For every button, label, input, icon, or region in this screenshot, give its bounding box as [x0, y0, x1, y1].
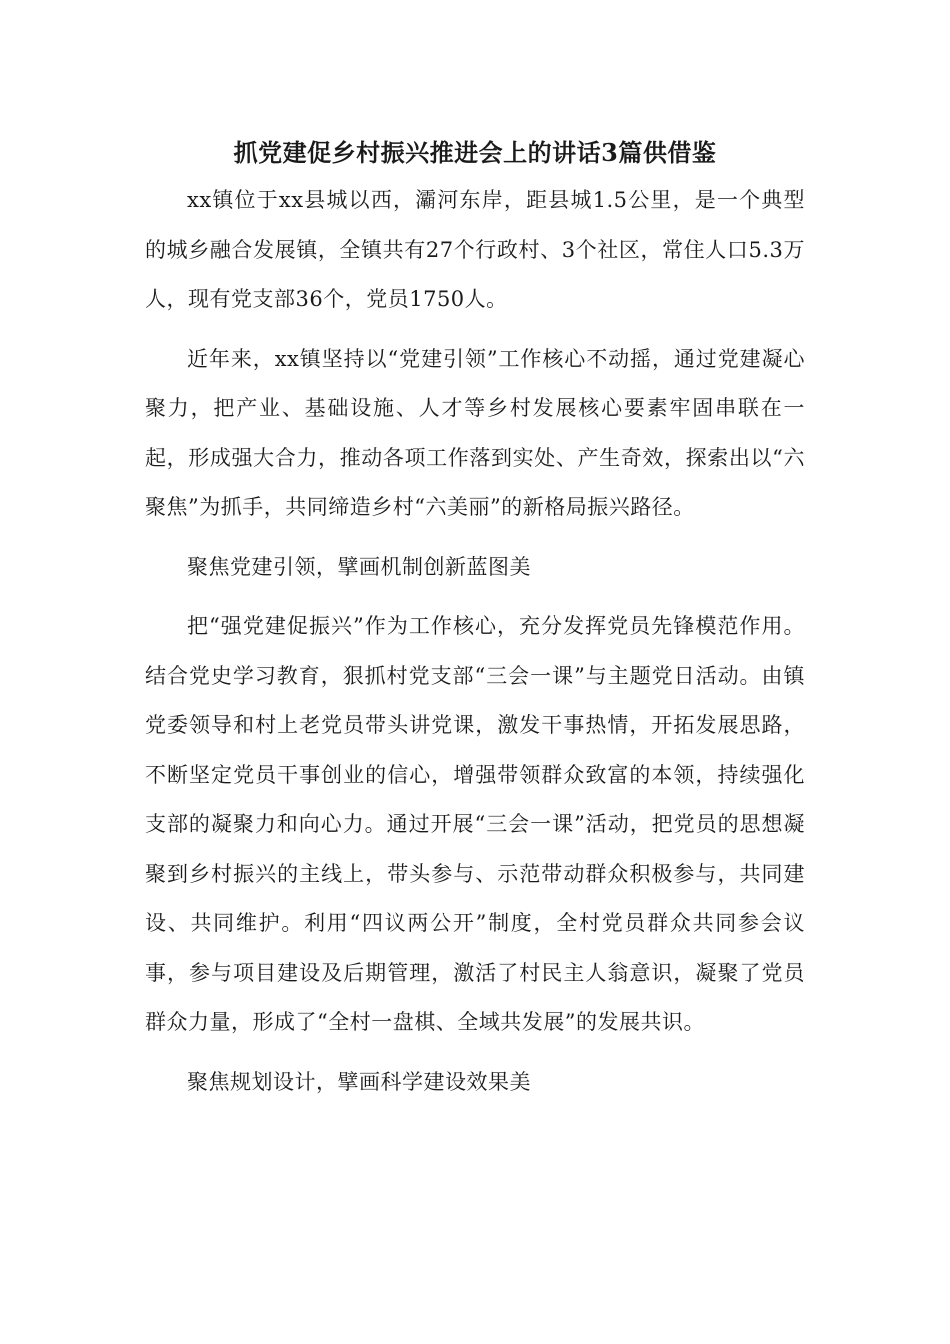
paragraph-intro: xx镇位于xx县城以西，灞河东岸，距县城1.5公里，是一个典型的城乡融合发展镇，全镇共有27个行政村、3个社区，常住人口5.3万人，现有党支部36个，党员1750人。 [145, 188, 805, 311]
document-title: 抓党建促乡村振兴推进会上的讲话3篇供借鉴 [233, 138, 717, 167]
section-heading-planning: 聚焦规划设计，擘画科学建设效果美 [187, 1069, 531, 1094]
section-heading-party-building: 聚焦党建引领，擘画机制创新蓝图美 [187, 554, 531, 579]
document-body [145, 176, 805, 1117]
paragraph-overview: 近年来，xx镇坚持以“党建引领”工作核心不动摇，通过党建凝心聚力，把产业、基础设施、人才等乡村发展核心要素牢固串联在一起，形成强大合力，推动各项工作落到实处、产生奇效，探索出以“六聚焦”为抓手，共同缔造乡村“六美丽”的新格局振兴路径。 [145, 346, 805, 519]
paragraph-party-building: 把“强党建促振兴”作为工作核心，充分发挥党员先锋模范作用。结合党史学习教育，狠抓村党支部“三会一课”与主题党日活动。由镇党委领导和村上老党员带头讲党课，激发干事热情，开拓发展思路，不断坚定党员干事创业的信心，增强带领群众致富的本领，持续强化支部的凝聚力和向心力。通过开展“三会一课”活动，把党员的思想凝聚到乡村振兴的主线上，带头参与、示范带动群众积极参与，共同建设、共同维护。利用“四议两公开”制度，全村党员群众共同参会议事，参与项目建设及后期管理，激活了村民主人翁意识，凝聚了党员群众力量，形成了“全村一盘棋、全域共发展”的发展共识。 [145, 614, 805, 1034]
